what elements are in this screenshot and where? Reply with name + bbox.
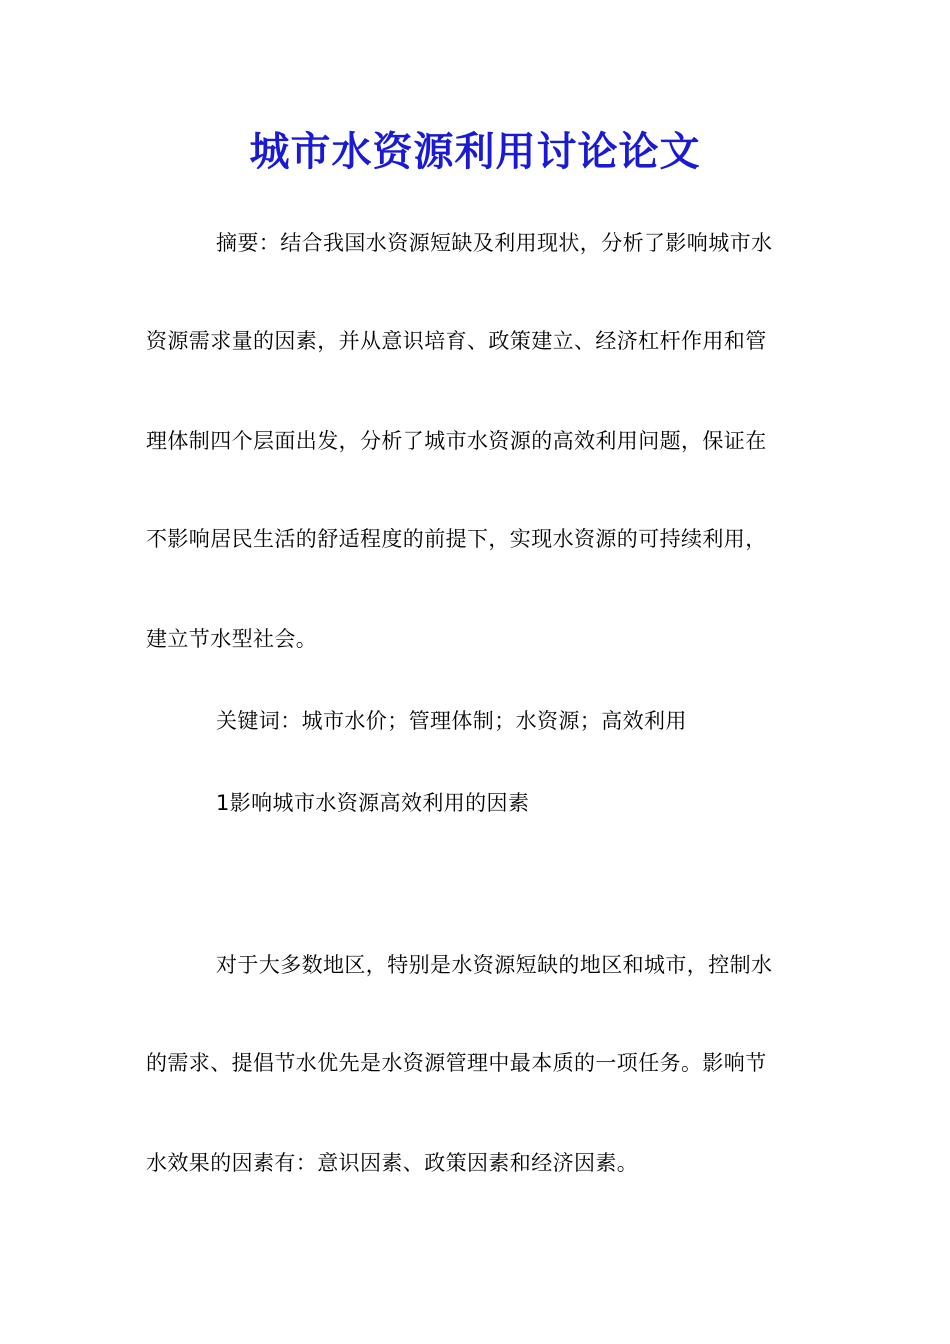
document-title: 城市水资源利用讨论论文: [249, 128, 701, 175]
paragraph-line: 的需求、提倡节水优先是水资源管理中最本质的一项任务。影响节: [146, 1051, 767, 1075]
paragraph-line: 水效果的因素有：意识因素、政策因素和经济因素。: [146, 1151, 639, 1175]
abstract-line: 不影响居民生活的舒适程度的前提下，实现水资源的可持续利用，: [146, 527, 767, 551]
paragraph-line: 对于大多数地区，特别是水资源短缺的地区和城市，控制水: [216, 953, 773, 977]
abstract-line: 建立节水型社会。: [146, 627, 318, 651]
abstract-line: 摘要：结合我国水资源短缺及利用现状，分析了影响城市水: [216, 231, 773, 255]
section-heading: 1影响城市水资源高效利用的因素: [216, 791, 530, 815]
abstract-line: 资源需求量的因素，并从意识培育、政策建立、经济杠杆作用和管: [146, 329, 767, 353]
keywords-line: 关键词：城市水价；管理体制；水资源；高效利用: [216, 709, 687, 733]
abstract-line: 理体制四个层面出发，分析了城市水资源的高效利用问题，保证在: [146, 429, 767, 453]
